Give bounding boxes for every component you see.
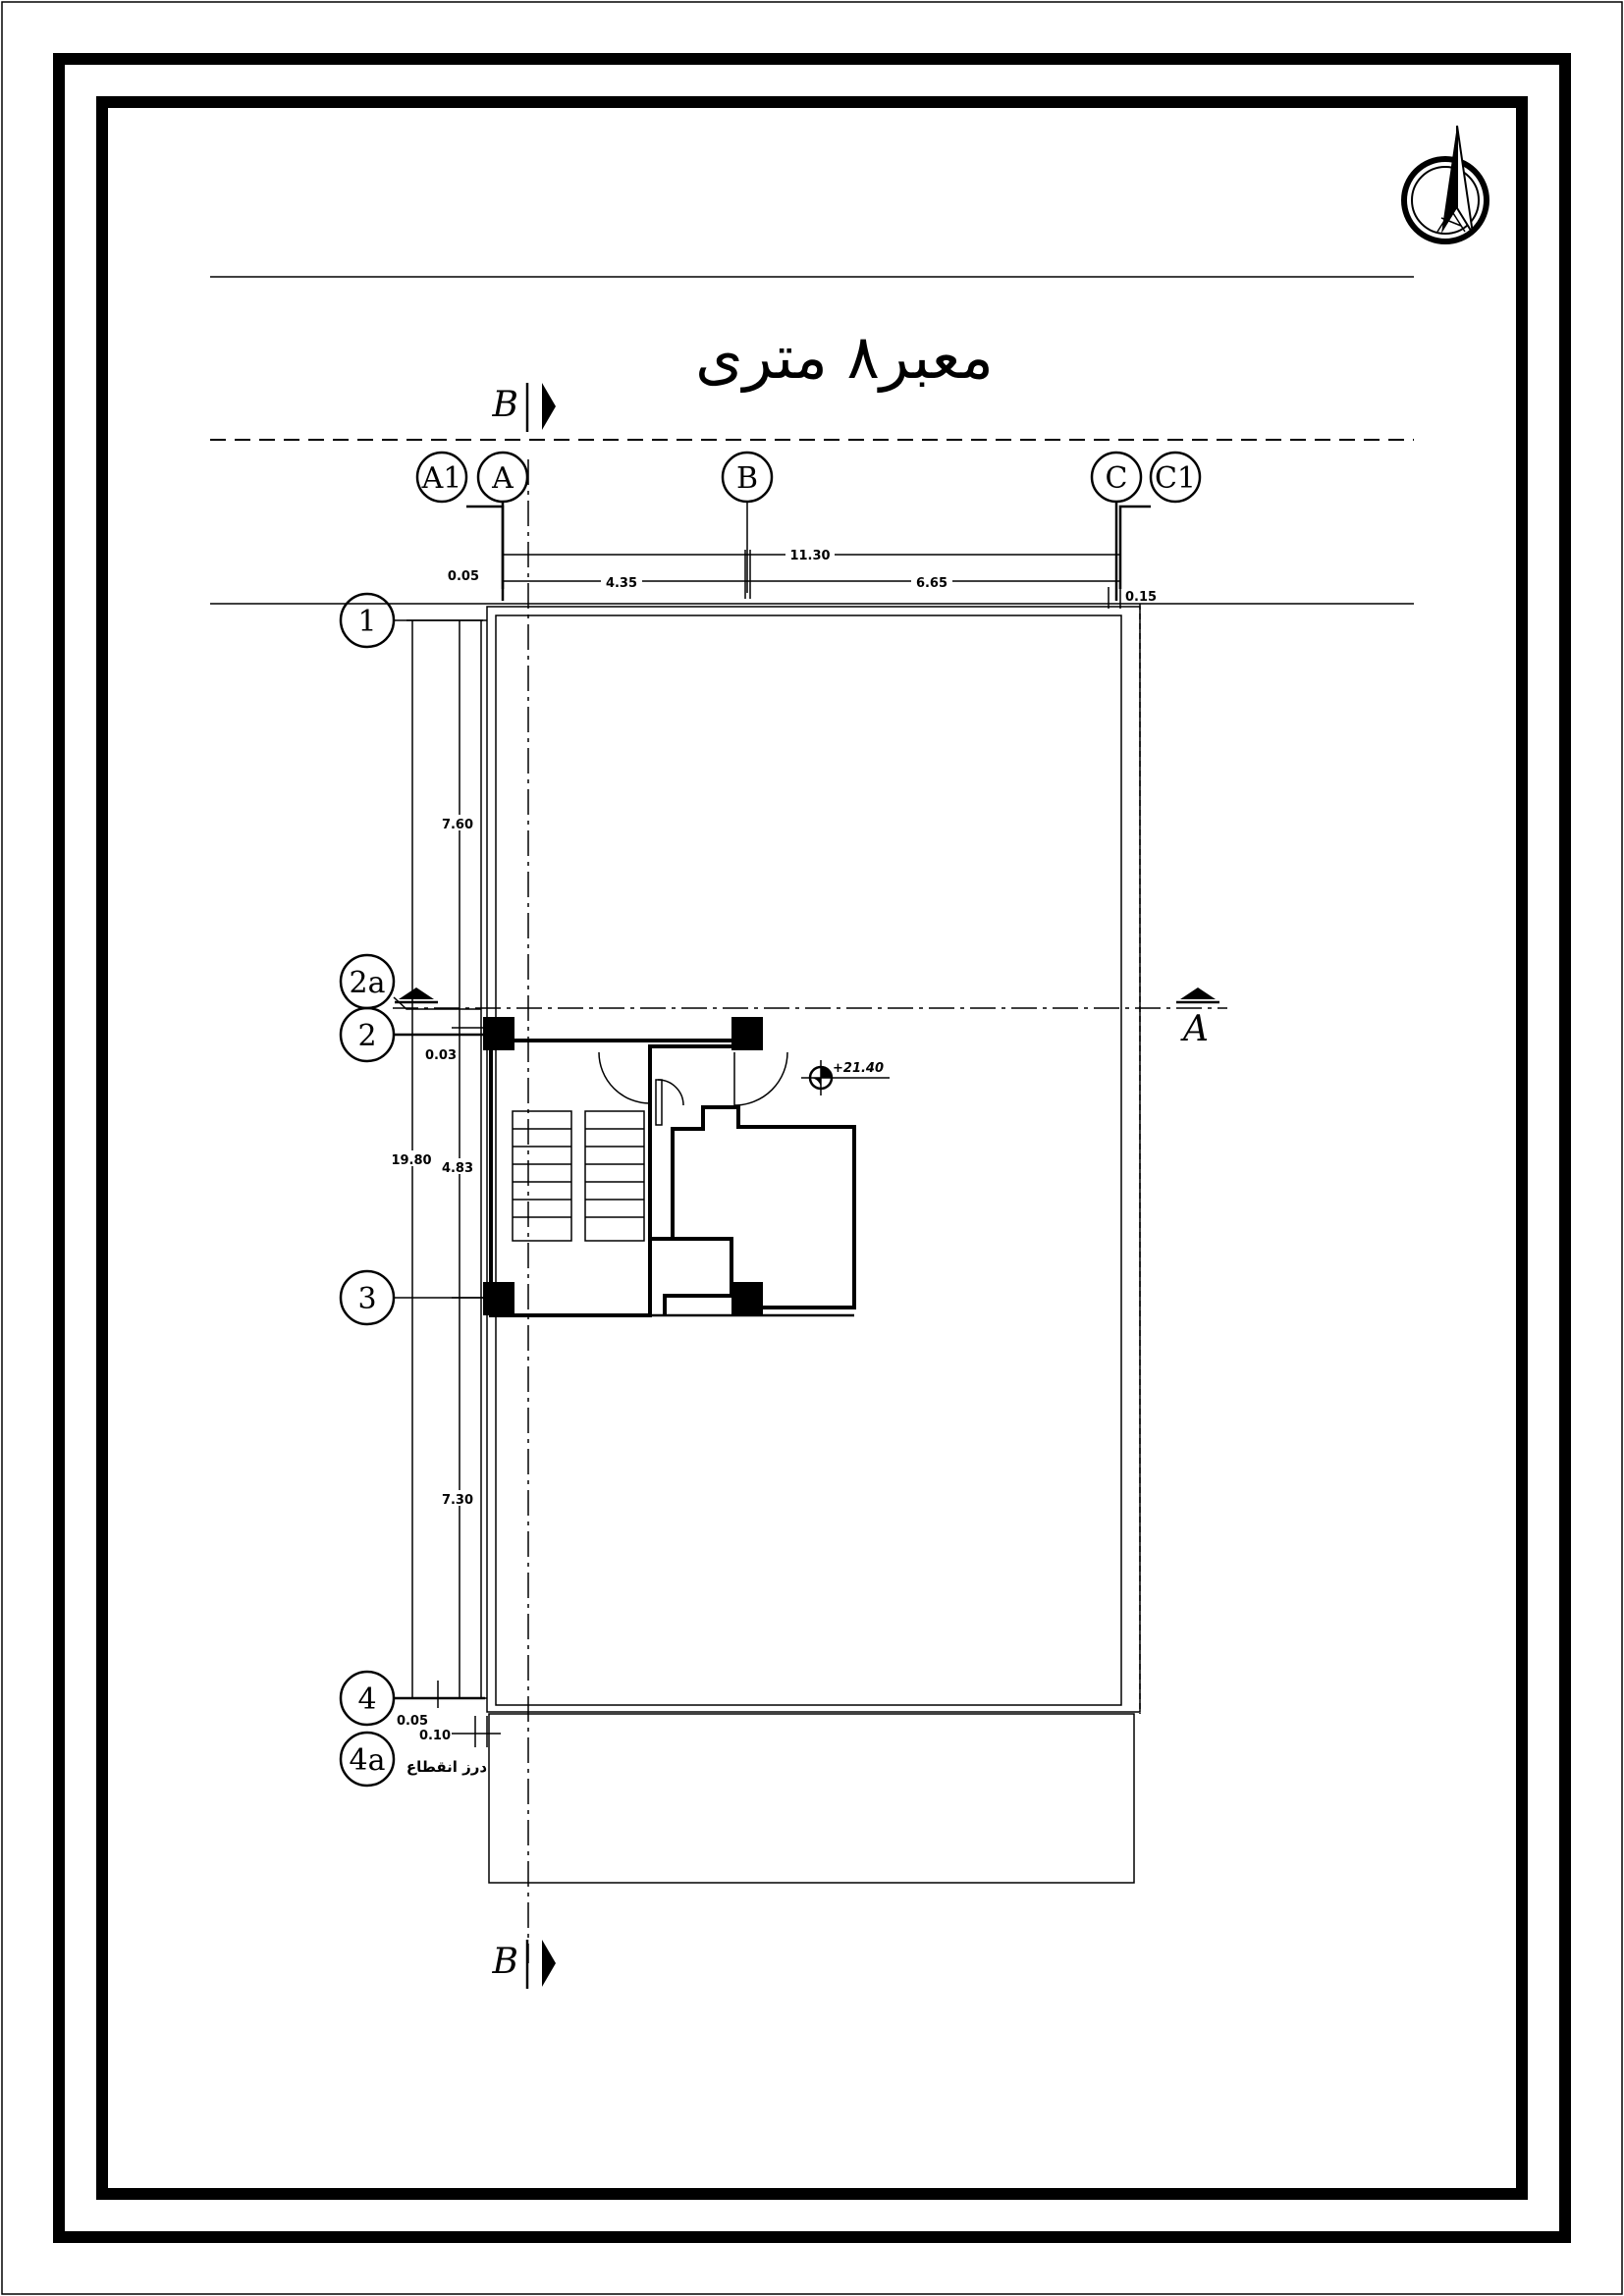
grid-bubble-2	[341, 1008, 491, 1061]
adjacent-lot-outline	[489, 1714, 1134, 1883]
svg-text:6.65: 6.65	[915, 576, 948, 591]
level-marker	[801, 1060, 890, 1095]
svg-text:0.03: 0.03	[424, 1048, 458, 1063]
grid-bubble-a	[478, 453, 527, 601]
svg-text:4a: 4a	[349, 1743, 386, 1778]
svg-text:C1: C1	[1154, 461, 1197, 496]
svg-text:0.10: 0.10	[418, 1729, 452, 1743]
svg-text:+21.40: +21.40	[833, 1061, 885, 1076]
dimension-vertical	[389, 620, 501, 1747]
section-b-marker-top	[492, 383, 556, 432]
svg-text:0.05: 0.05	[396, 1714, 429, 1729]
column-b2	[731, 1017, 763, 1050]
svg-text:0.15: 0.15	[1125, 590, 1158, 605]
doors	[599, 1052, 787, 1125]
svg-text:2a: 2a	[349, 966, 386, 1000]
section-a-marker-left	[395, 988, 438, 1002]
svg-text:4.35: 4.35	[605, 576, 638, 591]
street-label: معبر۸ متری	[695, 321, 994, 393]
svg-text:A: A	[492, 461, 514, 496]
svg-text:2: 2	[357, 1019, 377, 1053]
column-a3	[483, 1282, 514, 1315]
svg-text:A1: A1	[421, 461, 462, 496]
stair-core	[491, 1035, 854, 1315]
svg-text:0.05: 0.05	[447, 569, 479, 584]
svg-text:19.80: 19.80	[391, 1153, 432, 1168]
svg-text:B: B	[492, 1942, 518, 1982]
stair-flights	[513, 1111, 644, 1241]
svg-text:7.60: 7.60	[441, 818, 474, 832]
svg-text:B: B	[492, 385, 518, 425]
section-a-marker-right	[1176, 988, 1219, 1049]
svg-text:11.30: 11.30	[789, 549, 831, 563]
grid-bubble-4a	[341, 1733, 394, 1786]
svg-text:4.83: 4.83	[441, 1161, 474, 1176]
grid-bubble-b	[723, 453, 772, 593]
svg-text:B: B	[735, 461, 759, 496]
dimension-horizontal	[448, 546, 1157, 609]
grid-bubble-c1	[1120, 453, 1200, 589]
svg-text:C: C	[1105, 461, 1128, 496]
grid-bubble-c	[1092, 453, 1141, 601]
svg-text:7.30: 7.30	[441, 1493, 474, 1508]
column-b3	[731, 1282, 763, 1315]
north-arrow-icon	[1404, 126, 1487, 241]
expansion-joint-label: درز انقطاع	[406, 1758, 488, 1776]
sheet-frame-inner	[102, 102, 1522, 2194]
column-a2	[483, 1017, 514, 1050]
svg-text:A: A	[1183, 1009, 1209, 1049]
svg-text:1: 1	[357, 605, 377, 639]
building-outline-inner	[496, 615, 1121, 1705]
section-b-marker-bottom	[492, 1940, 556, 1989]
svg-text:4: 4	[357, 1682, 377, 1717]
svg-text:3: 3	[357, 1282, 377, 1316]
